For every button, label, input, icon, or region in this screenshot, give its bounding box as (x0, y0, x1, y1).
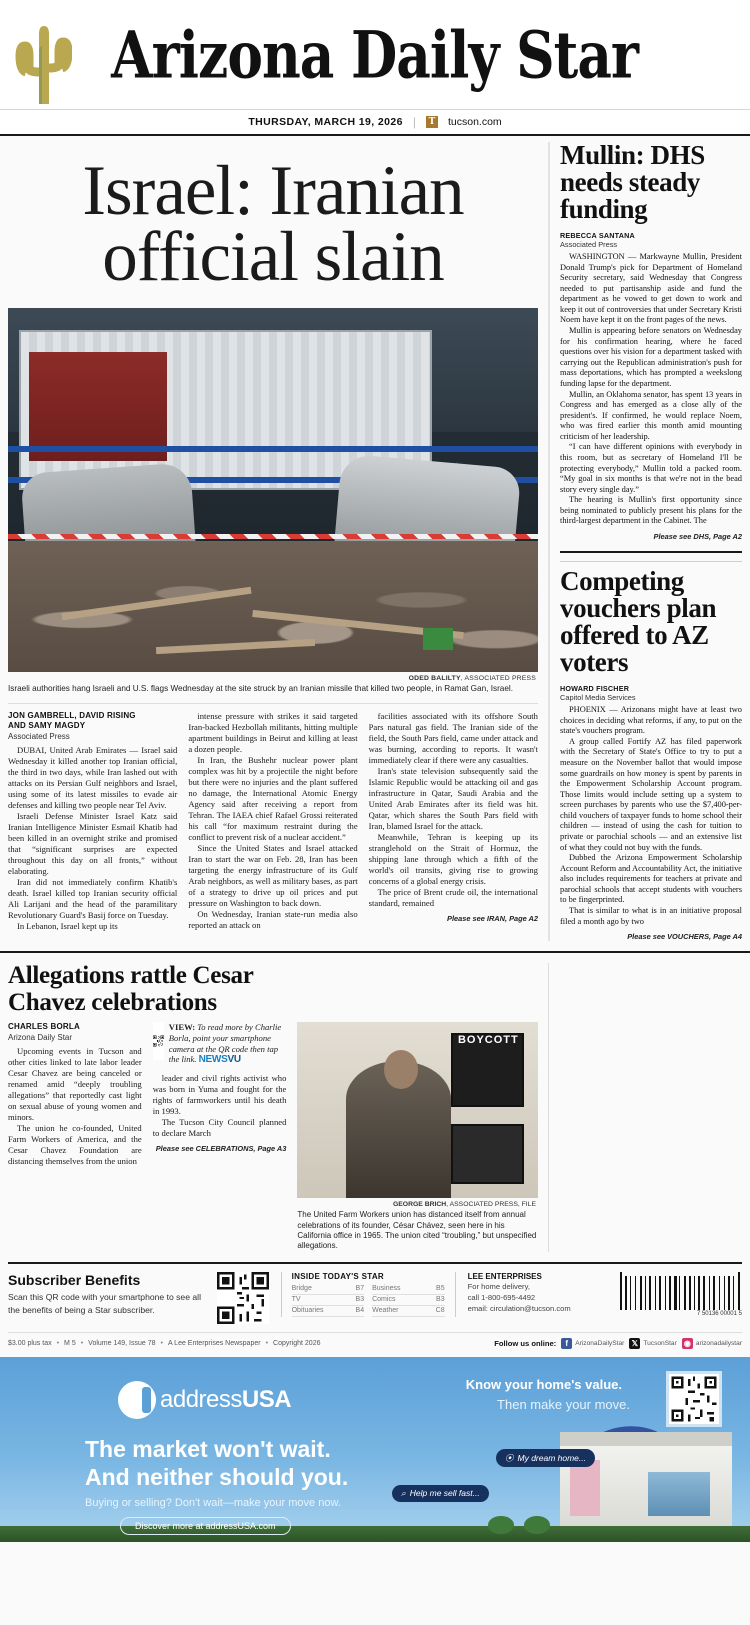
divider: | (412, 115, 416, 129)
barcode-suffix-digit: 5 (738, 1310, 742, 1317)
ad-headline (85, 1435, 348, 1491)
ad-brand-part1: address (160, 1385, 242, 1413)
paragraph: Mullin is appearing before senators on Wednesday for his confirmation hearing, where he faced questions over his vision for a department tasked with carrying out the Republican administration's push for mass deportations, which has prompted a weekslong funding lapse for the department. (560, 326, 742, 388)
x-twitter-icon: 𝕏 (629, 1338, 640, 1349)
photo-graffiti-text: BOYCOTT (457, 1034, 519, 1047)
paragraph: Meanwhile, Tehran is keeping up its stranglehold on the Strait of Hormuz, the shipping lane through which a fifth of the world's oil transits, giving rise to growing concerns of a global energy crisis. (368, 831, 538, 886)
rail-byline-org-dhs: Associated Press (560, 240, 618, 249)
chavez-columns (8, 1022, 538, 1252)
paragraph: Upcoming events in Tucson and other cities linked to late labor leader Cesar Chavez are being canceled or renamed amid “deeply troubling allegations” that reportedly cast light on sexual abuse of young women and minors. (8, 1045, 142, 1122)
ad-house-roof (560, 1432, 732, 1446)
lead-column-3 (369, 711, 538, 933)
chavez-text-col1 (8, 1046, 142, 1167)
index-page: B3 (355, 1296, 365, 1304)
ad-right-line-1: Know your home's value. (465, 1376, 622, 1392)
lead-column-1 (8, 711, 177, 933)
facebook-handle: ArizonaDailyStar (575, 1339, 625, 1347)
follow-us-block (494, 1338, 742, 1349)
paragraph: Iran's state television subsequently said the Islamic Republic would be attacking oil and gas infrastructure in Qatar, Saudi Arabia and the United Arab Emirates after its field was hit. Qatar, which shares the South Pars field with Iran, blamed Israel for the attack. (368, 765, 538, 831)
index-label: Business (372, 1285, 401, 1293)
index-column-left (292, 1284, 365, 1317)
page-footer (8, 1262, 742, 1349)
photo-credit-name: ODED BALILTY (408, 675, 461, 683)
qr-code-subscriber-icon[interactable] (217, 1272, 269, 1324)
newsvu-part2: VU (227, 1054, 241, 1066)
photo-credit-org: , ASSOCIATED PRESS, FILE (446, 1201, 536, 1209)
lead-photo-caption: Israeli authorities hang Israeli and U.S. flags Wednesday at the site struck by an Iranian missile that killed two people, in Ramat Gan, Israel. (8, 684, 513, 694)
lead-byline-line-1: JON GAMBRELL, DAVID RISING (8, 710, 136, 720)
ad-brand-part2: USA (241, 1385, 292, 1413)
lead-story-column (8, 136, 548, 941)
index-row[interactable] (292, 1306, 365, 1317)
paragraph: In Lebanon, Israel kept up its (17, 921, 118, 932)
paragraph: The price of Brent crude oil, the international standard, remained (368, 886, 538, 908)
lead-photo (8, 308, 538, 672)
lead-headline (8, 136, 538, 308)
index-label: Obituaries (291, 1307, 324, 1315)
chavez-col-2 (153, 1022, 287, 1252)
chavez-story (8, 963, 548, 1252)
ad-qr-code-icon[interactable] (666, 1371, 722, 1427)
lead-photo-credit (8, 672, 538, 682)
x-handle: TucsonStar (643, 1339, 677, 1347)
column-divider (548, 142, 550, 941)
chavez-byline-org: Arizona Daily Star (8, 1032, 73, 1042)
publication-date: THURSDAY, MARCH 19, 2026 (248, 116, 403, 128)
legal-price: $3.00 plus tax (8, 1339, 52, 1347)
barcode-numbers (697, 1311, 742, 1317)
bottom-advertisement[interactable] (0, 1357, 750, 1542)
ad-subtext: Buying or selling? Don't wait—make your move now. (85, 1496, 341, 1509)
follow-label: Follow us online: (494, 1338, 557, 1348)
index-row[interactable] (292, 1284, 365, 1295)
index-page: B5 (436, 1285, 445, 1293)
chavez-col-3 (297, 1022, 538, 1252)
ad-grass (0, 1526, 750, 1542)
index-label: Comics (372, 1296, 396, 1304)
newsvu-logo[interactable] (199, 1054, 241, 1065)
index-page: B4 (355, 1307, 365, 1315)
ad-pin-label: My dream home... (517, 1452, 586, 1463)
paragraph: Since the United States and Israel attacked Iran to start the war on Feb. 28, Iran has been targeting the energy infrastructure of its Gulf Arab neighbors, as well as military bases, as part of a strategy to drive up oil prices and put pressure on Washington to back down. (188, 842, 358, 908)
social-facebook[interactable] (561, 1338, 624, 1349)
ad-right-line-2: Then make your move. (497, 1396, 630, 1412)
lead-body-columns (8, 703, 538, 933)
lead-jump-line[interactable]: Please see IRAN, Page A2 (447, 913, 538, 923)
ad-brand-text (160, 1386, 291, 1414)
rail-byline-vouchers: HOWARD FISCHER (560, 684, 630, 694)
chavez-photo (297, 1022, 538, 1198)
legal-copyright: Copyright 2026 (273, 1339, 321, 1347)
paragraph: WASHINGTON — Markwayne Mullin, President Donald Trump's pick for Department of Homeland Security secretary, said Wednesday that Congress needed to put partisanship aside and fund the department as he vowed to get down to work and keep it out of controversies that under Secretary Kristi Noem have kept it on the front pages of the news. (560, 252, 742, 325)
subscriber-benefits-title: Subscriber Benefits (8, 1271, 141, 1288)
chavez-photo-caption: The United Farm Workers union has distanced itself from annual celebrations of its founder, César Chávez, seen here in his California office in 1965. The union cited “troubling,” but unspecified allegations. (297, 1210, 537, 1251)
inside-today-index (281, 1272, 456, 1317)
photo-credit-name: GEORGE BRICH (392, 1201, 447, 1209)
qr-view-promo[interactable] (153, 1022, 287, 1067)
index-label: TV (291, 1296, 301, 1304)
rail-body-vouchers (560, 705, 742, 927)
rail-divider (560, 551, 742, 553)
ad-pin-label: Help me sell fast... (409, 1488, 480, 1499)
ad-house-accent (570, 1460, 600, 1516)
social-instagram[interactable] (682, 1338, 742, 1349)
rail-byline-org-vouchers: Capitol Media Services (560, 693, 636, 703)
ad-house-window (648, 1472, 710, 1516)
lee-enterprises-block (468, 1272, 608, 1314)
website-link[interactable]: tucson.com (447, 116, 502, 128)
search-icon: ⌕ (401, 1487, 406, 1498)
paragraph: Dubbed the Arizona Empowerment Scholarship Account Reform and Accountability Act, the initiative also includes requirements for teachers at private and parochial schools that accept students with vouchers to be fingerprinted. (560, 853, 742, 905)
lee-line-2: call 1-800-695-4492 (467, 1292, 536, 1302)
paragraph: Iran did not immediately confirm Khatib's death. Israel killed top Iranian security official Ali Larijani and the head of the paramilitary Revolutionary Guard's Basij force on Tuesday. (8, 877, 178, 921)
barcode-left-digit: 7 (696, 1310, 701, 1317)
lead-text-col1 (8, 745, 177, 932)
tucson-logo-icon: T (426, 116, 438, 128)
chavez-byline: CHARLES BORLA (8, 1022, 80, 1032)
paragraph: leader and civil rights activist who was born in Yuma and fought for the rights of farmworkers until his death in 1993. (152, 1072, 287, 1116)
lead-text-col2 (188, 711, 357, 931)
barcode-main-digits: 50136 00001 (701, 1310, 737, 1317)
chavez-col-1 (8, 1022, 142, 1252)
ad-headline-line-2: And neither should you. (85, 1463, 349, 1490)
paragraph: In Iran, the Bushehr nuclear power plant complex was hit by a projectile the night before but there were no injuries and the plant suffered no damage, the International Atomic Energy Agency said after receiving a report from Tehran. The IAEA chief Rafael Grossi reiterated his call “for maximum restraint during the conflict to prevent risk of a nuclear accident.” (188, 754, 358, 842)
lead-text-col3 (369, 711, 538, 909)
paragraph: The union he co-founded, United Farm Workers of America, and the Cesar Chavez Foundation are distancing themselves from the union (8, 1122, 142, 1166)
legal-volume: Volume 149, Issue 78 (88, 1339, 156, 1347)
paragraph: That is similar to what is in an initiative proposal filed a month ago by two (560, 906, 742, 926)
chavez-headline-line-1: Allegations rattle Cesar (8, 962, 254, 990)
footer-row (8, 1272, 742, 1324)
rail-body-dhs (560, 252, 742, 527)
lead-headline-line-2: official slain (102, 218, 444, 297)
paragraph: On Wednesday, Iranian state-run media also reported an attack on (188, 908, 358, 930)
paragraph: PHOENIX — Arizonans might have at least two choices in deciding what reforms, if any, to put on the state's vouchers program. (560, 705, 742, 736)
social-x[interactable] (629, 1338, 676, 1349)
index-grid (292, 1284, 445, 1317)
index-title: INSIDE TODAY'S STAR (291, 1271, 384, 1281)
chavez-headline-line-2: Chavez celebrations (8, 988, 217, 1016)
paragraph: DUBAI, United Arab Emirates — Israel said Wednesday it killed another top Iranian official, the third in two days, while Iran lashed out with attacks on its Persian Gulf neighbors and Israel, using some of its latest missiles to evade air defenses and killing two people near Tel Aviv. (8, 745, 178, 811)
main-content-grid (0, 136, 750, 941)
saguaro-cactus-logo (14, 12, 72, 104)
lee-line-3: email: circulation@tucson.com (467, 1303, 571, 1313)
secondary-story-section (0, 951, 750, 1252)
lead-photo-block (8, 308, 538, 703)
instagram-icon: ◉ (682, 1338, 693, 1349)
paragraph: Mullin, an Oklahoma senator, has spent 13 years in Congress and has emerged as a close ally of the president's. If confirmed, he would replace Noem, who was fired earlier this month amid mounting criticism of her leadership. (560, 389, 742, 441)
chavez-photo-credit (297, 1198, 538, 1210)
paragraph: “I can have different opinions with everybody in this room, but as secretary of Homeland I'll be protecting everybody,” Mullin told a packed room. “My goal in six months is that we're not in the bead story every single day.” (560, 442, 742, 494)
subscriber-benefits-text: Scan this QR code with your smartphone to see all the benefits of being a Star subscriber. (8, 1291, 201, 1315)
lead-headline-line-1: Israel: Iranian (82, 152, 464, 230)
index-label: Weather (372, 1307, 399, 1315)
paragraph: The hearing is Mullin's first opportunity since being nominated to publicly present his plans for the third-largest department in the Cabinet. The (560, 495, 742, 526)
legal-edition: M 5 (64, 1339, 76, 1347)
section2-right-spacer (548, 963, 734, 1252)
barcode-bars (620, 1272, 742, 1310)
paragraph: intense pressure with strikes it said targeted Iran-backed Hezbollah militants, hitting multiple apartment buildings in Beirut and killing at least a dozen people. (188, 710, 358, 754)
lee-line-1: For home delivery, (467, 1281, 530, 1291)
ad-cta-button[interactable]: Discover more at addressUSA.com (120, 1517, 291, 1535)
dateline-bar (0, 110, 750, 136)
rail-jump-vouchers[interactable]: Please see VOUCHERS, Page A4 (627, 932, 742, 942)
view-body: To read more by Charlie Borla, point your smartphone camera at the QR code then tap the link. (168, 1022, 282, 1065)
rail-jump-dhs[interactable]: Please see DHS, Page A2 (653, 532, 742, 542)
chavez-jump-line[interactable]: Please see CELEBRATIONS, Page A3 (155, 1143, 287, 1153)
paragraph: Israeli Defense Minister Israel Katz said Iranian Intelligence Minister Esmail Khatib had been killed in an overnight strike and promised that “significant surprises are expected throughout this day on all fronts,” without elaborating. (8, 811, 178, 877)
rail-headline-vouchers[interactable]: Competing vouchers plan offered to AZ voters (560, 566, 717, 678)
masthead (0, 0, 750, 110)
photo-credit-org: , ASSOCIATED PRESS (460, 675, 536, 683)
lead-byline-line-2: AND SAMY MAGDY (8, 721, 86, 731)
lee-title: LEE ENTERPRISES (467, 1271, 542, 1281)
facebook-icon: f (561, 1338, 572, 1349)
addressusa-logo-icon (118, 1381, 156, 1419)
chavez-headline[interactable] (8, 963, 538, 1016)
qr-code-view-icon[interactable] (153, 1022, 164, 1060)
legal-row: $3.00 plus tax • M 5 • Volume 149, Issue 78 • A Lee Enterprises Newspaper • Copyright 2026 Follow us online: f ArizonaDailyStar 𝕏 TucsonStar ◉ arizonadailystar (8, 1332, 742, 1349)
rail-byline-dhs: REBECCA SANTANA (560, 231, 635, 240)
index-row[interactable] (292, 1295, 365, 1306)
ad-pin-dream-home[interactable] (496, 1449, 595, 1467)
legal-publisher: A Lee Enterprises Newspaper (167, 1339, 261, 1347)
paragraph: A group called Fortify AZ has filed paperwork with the Secretary of State's Office to try to put a measure on the November ballot that would impose some guardrails on how money is spent by parents in the Empowerment Scholarship Account program. Those limits would include setting up a system to screen purchases by parents who use the $7,400-per-child vouchers of taxpayer funds to home school their children — instead of using the cash for tuition to private or parochial schools — and an extensive list of what they could not buy with the funds. (560, 736, 742, 852)
location-pin-icon: ⦿ (504, 1452, 514, 1463)
index-label: Bridge (291, 1285, 312, 1293)
paragraph: facilities associated with its offshore South Pars natural gas field. The Iranian side of the field, the South Pars field, came under attack and was burning, according to reports. It wasn't immediately clear if there were any casualties. (368, 710, 538, 765)
page-title: Arizona Daily Star (111, 16, 639, 93)
index-page: B3 (436, 1296, 445, 1304)
index-row[interactable] (372, 1306, 445, 1317)
newsvu-part1: NEWS (198, 1054, 228, 1066)
ad-headline-line-1: The market won't wait. (85, 1435, 331, 1462)
view-label: VIEW: (168, 1022, 196, 1033)
index-page: C8 (435, 1307, 445, 1315)
index-row[interactable] (372, 1284, 445, 1295)
lead-byline-org: Associated Press (8, 732, 70, 742)
rail-headline-dhs[interactable]: Mullin: DHS needs steady funding (560, 140, 705, 224)
chavez-text-col2 (153, 1073, 287, 1139)
view-promo-text (169, 1022, 287, 1067)
barcode-block (620, 1272, 742, 1317)
index-column-right (372, 1284, 445, 1317)
ad-brand-logo (118, 1381, 291, 1419)
index-page: B7 (355, 1285, 365, 1293)
ad-pin-sell-fast[interactable] (392, 1485, 489, 1502)
subscriber-benefits-block (8, 1272, 205, 1317)
instagram-handle: arizonadailystar (695, 1339, 742, 1347)
paragraph: The Tucson City Council planned to declare March (152, 1116, 287, 1138)
right-rail (556, 136, 742, 941)
index-row[interactable] (372, 1295, 445, 1306)
lead-column-2 (188, 711, 357, 933)
